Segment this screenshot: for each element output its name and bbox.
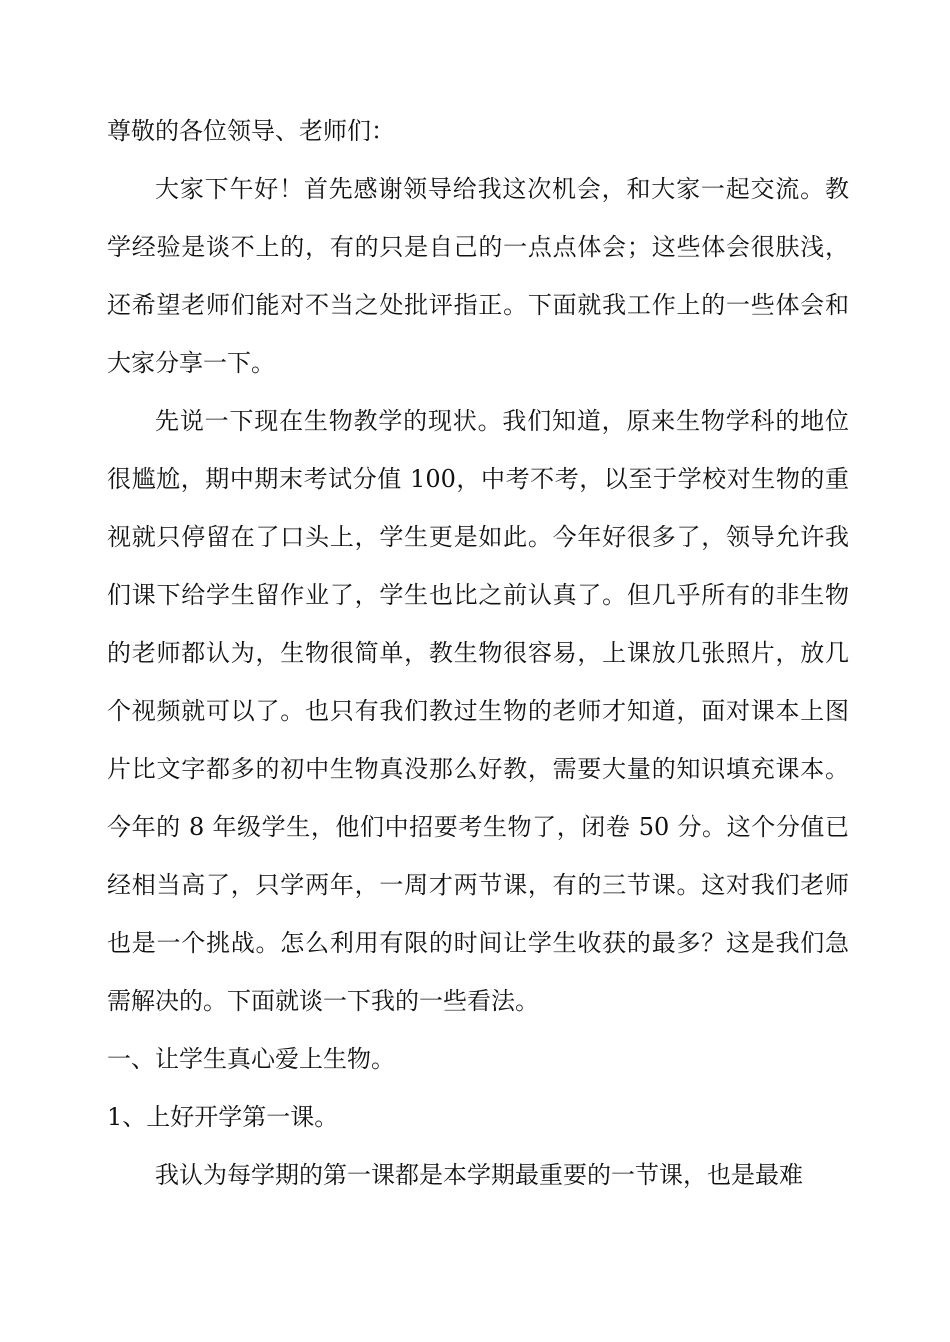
paragraph-current-situation: 先说一下现在生物教学的现状。我们知道，原来生物学科的地位很尴尬，期中期末考试分值 100，中考不考，以至于学校对生物的重视就只停留在了口头上，学生更是如此。今年好很多了，领导允许我们课下给学生留作业了，学生也比之前认真了。但几乎所有的非生物的老师都认为，生物很简单，教生物很容易，上课放几张照片，放几个视频就可以了。也只有我们教过生物的老师才知道，面对课本上图片比文字都多的初中生物真没那么好教，需要大量的知识填充课本。今年的 8 年级学生，他们中招要考生物了，闭卷 50 分。这个分值已经相当高了，只学两年，一周才两节课，有的三节课。这对我们老师也是一个挑战。怎么利用有限的时间让学生收获的最多？这是我们急需解决的。下面就谈一下我的一些看法。: [107, 407, 849, 1015]
subsection-heading: 1、上好开学第一课。: [107, 1103, 339, 1131]
salutation: 尊敬的各位领导、老师们：: [107, 117, 395, 145]
paragraph-first-lesson: 我认为每学期的第一课都是本学期最重要的一节课，也是最难: [155, 1161, 803, 1189]
document-body: [107, 102, 849, 1204]
paragraph-greeting: 大家下午好！首先感谢领导给我这次机会，和大家一起交流。教学经验是谈不上的，有的只是自己的一点点体会；这些体会很肤浅，还希望老师们能对不当之处批评指正。下面就我工作上的一些体会和大家分享一下。: [107, 175, 849, 377]
section-heading: 一、让学生真心爱上生物。: [107, 1045, 395, 1073]
